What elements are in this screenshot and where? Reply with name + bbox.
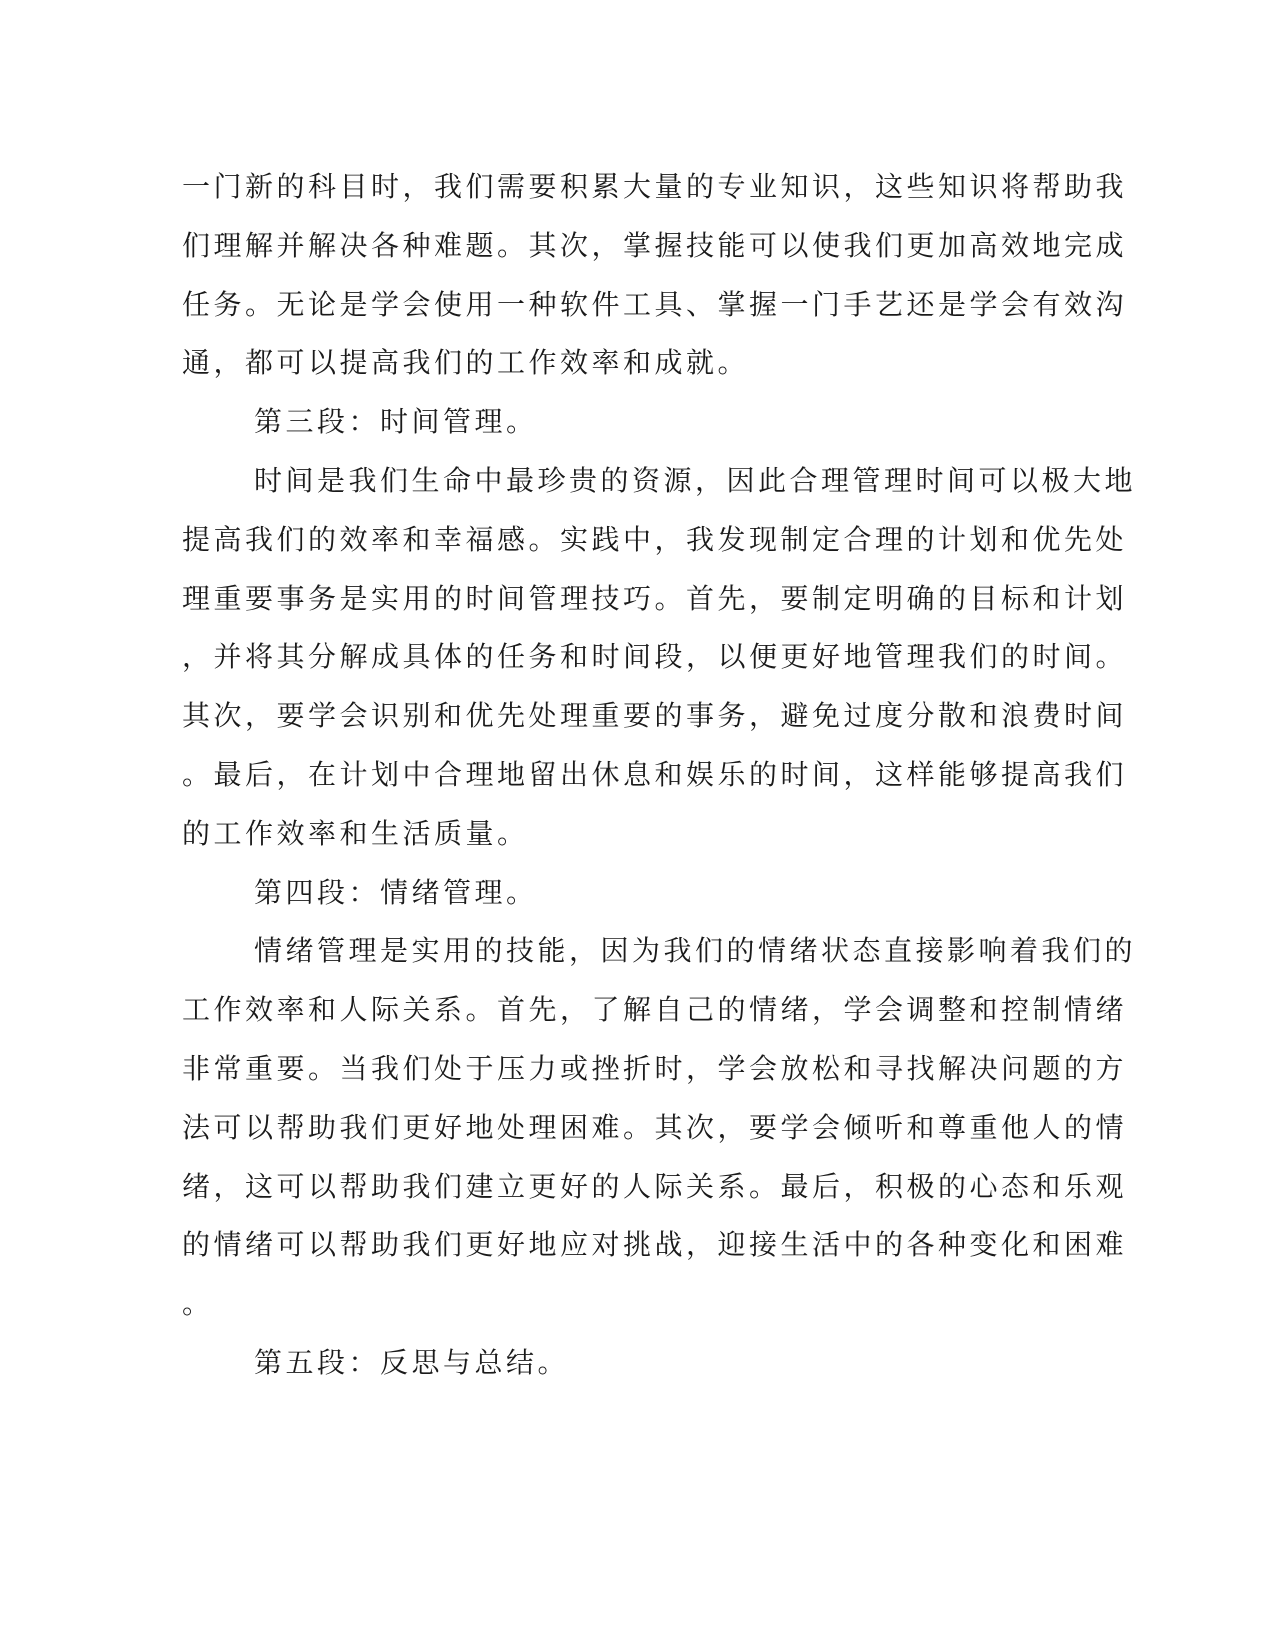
paragraph-line: 情绪管理是实用的技能，因为我们的情绪状态直接影响着我们的 (254, 934, 1137, 968)
paragraph-line: 理重要事务是实用的时间管理技巧。首先，要制定明确的目标和计划 (182, 581, 1128, 615)
section-heading-time-management: 第三段：时间管理。 (254, 405, 538, 439)
paragraph-line: 其次，要学会识别和优先处理重要的事务，避免过度分散和浪费时间 (182, 699, 1128, 733)
paragraph-line: 任务。无论是学会使用一种软件工具、掌握一门手艺还是学会有效沟 (182, 287, 1128, 321)
paragraph-skills (182, 158, 1128, 393)
section-heading-reflection-summary: 第五段：反思与总结。 (254, 1345, 570, 1379)
paragraph-line: 法可以帮助我们更好地处理困难。其次，要学会倾听和尊重他人的情 (182, 1110, 1128, 1144)
section-heading-emotion-management: 第四段：情绪管理。 (254, 875, 538, 909)
paragraph-line: 非常重要。当我们处于压力或挫折时，学会放松和寻找解决问题的方 (182, 1051, 1128, 1085)
paragraph-line: 。最后，在计划中合理地留出休息和娱乐的时间，这样能够提高我们 (182, 757, 1128, 791)
paragraph-line: 一门新的科目时，我们需要积累大量的专业知识，这些知识将帮助我 (182, 170, 1128, 203)
paragraph-line: 的情绪可以帮助我们更好地应对挑战，迎接生活中的各种变化和困难 (182, 1228, 1128, 1262)
paragraph-time-management (182, 452, 1137, 864)
paragraph-line: 绪，这可以帮助我们建立更好的人际关系。最后，积极的心态和乐观 (182, 1169, 1128, 1203)
paragraph-line: 工作效率和人际关系。首先，了解自己的情绪，学会调整和控制情绪 (182, 993, 1128, 1027)
paragraph-line: 提高我们的效率和幸福感。实践中，我发现制定合理的计划和优先处 (182, 522, 1128, 556)
paragraph-line: 。 (182, 1287, 214, 1321)
paragraph-line: 的工作效率和生活质量。 (182, 816, 529, 850)
paragraph-line: 通，都可以提高我们的工作效率和成就。 (182, 346, 750, 380)
paragraph-line: 时间是我们生命中最珍贵的资源，因此合理管理时间可以极大地 (254, 463, 1137, 497)
paragraph-emotion-management (182, 922, 1137, 1334)
document-body (182, 158, 1137, 1393)
paragraph-line: 们理解并解决各种难题。其次，掌握技能可以使我们更加高效地完成 (182, 228, 1128, 262)
paragraph-line: ，并将其分解成具体的任务和时间段，以便更好地管理我们的时间。 (182, 640, 1128, 674)
